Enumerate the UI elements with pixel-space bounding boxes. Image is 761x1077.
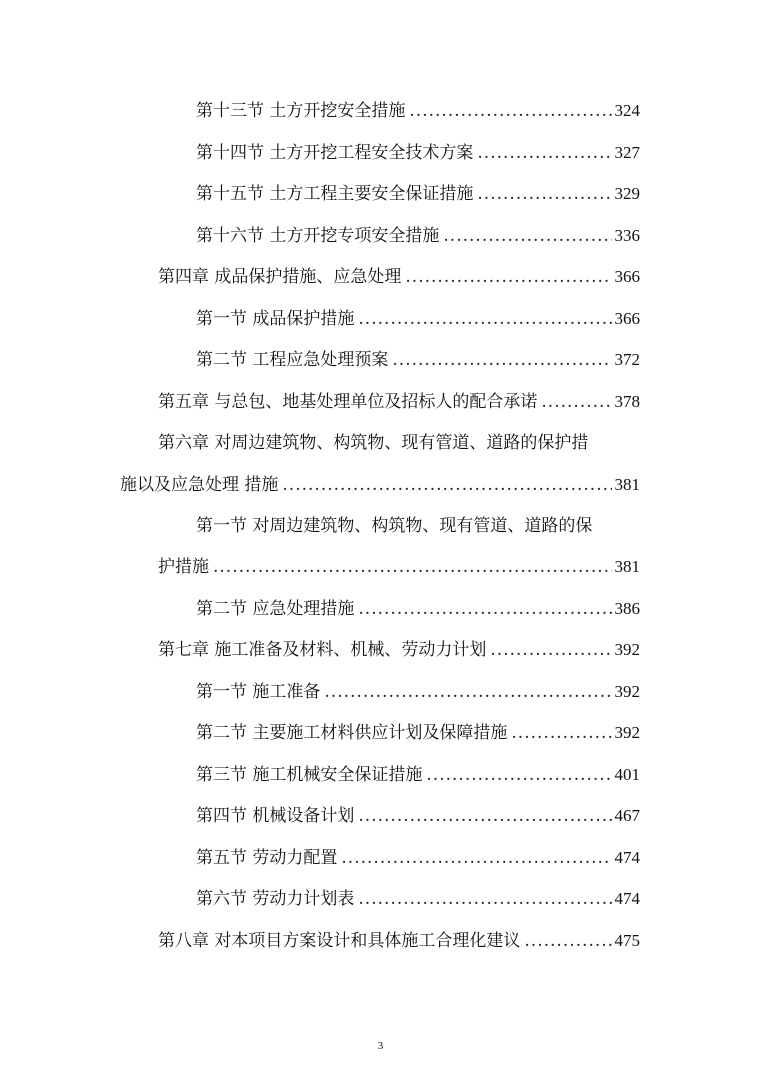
toc-entry-title: 第十三节 土方开挖安全措施 <box>196 101 406 121</box>
toc-entry-title: 护措施 <box>158 557 209 577</box>
toc-leader-dots <box>358 805 611 827</box>
toc-leader-dots <box>358 888 611 910</box>
toc-entry-title: 第七章 施工准备及材料、机械、劳动力计划 <box>158 640 487 660</box>
toc-leader-dots <box>541 391 611 413</box>
toc-entry[interactable] <box>158 552 640 578</box>
toc-leader-dots <box>490 639 611 661</box>
toc-leader-dots <box>405 266 611 288</box>
toc-entry-page: 324 <box>614 101 640 120</box>
toc-entry-page: 392 <box>614 682 640 701</box>
toc-leader-dots <box>341 847 611 869</box>
toc-entry-page: 381 <box>614 557 640 576</box>
toc-entry-title-line1[interactable]: 第六章 对周边建筑物、构筑物、现有管道、道路的保护措 <box>158 433 589 453</box>
toc-entry-page: 392 <box>614 640 640 659</box>
toc-leader-dots <box>477 142 611 164</box>
toc-leader-dots <box>358 598 611 620</box>
toc-entry[interactable] <box>196 179 640 205</box>
toc-entry[interactable] <box>196 594 640 620</box>
toc-entry-page: 401 <box>614 765 640 784</box>
toc-entry-page: 474 <box>614 889 640 908</box>
toc-leader-dots <box>324 681 611 703</box>
toc-entry[interactable] <box>120 470 640 496</box>
toc-entry-title: 第二节 主要施工材料供应计划及保障措施 <box>196 723 508 743</box>
toc-leader-dots <box>392 349 611 371</box>
toc-entry-title: 第一节 成品保护措施 <box>196 309 355 329</box>
page-number: 3 <box>377 1040 384 1052</box>
toc-entry-page: 336 <box>614 226 640 245</box>
toc-leader-dots <box>409 100 611 122</box>
toc-entry[interactable] <box>196 801 640 827</box>
toc-entry-page: 392 <box>614 723 640 742</box>
toc-entry[interactable] <box>158 387 640 413</box>
toc-entry[interactable] <box>196 843 640 869</box>
toc-entry-page: 475 <box>614 931 640 950</box>
toc-entry-title: 第十四节 土方开挖工程安全技术方案 <box>196 143 474 163</box>
toc-entry-title: 第五章 与总包、地基处理单位及招标人的配合承诺 <box>158 392 538 412</box>
toc-entry[interactable] <box>196 718 640 744</box>
toc-entry-title-line1[interactable]: 第一节 对周边建筑物、构筑物、现有管道、道路的保 <box>196 516 593 536</box>
toc-entry-page: 327 <box>614 143 640 162</box>
toc-entry[interactable] <box>196 96 640 122</box>
toc-entry[interactable] <box>158 926 640 952</box>
toc-entry[interactable] <box>196 138 640 164</box>
toc-leader-dots <box>511 722 611 744</box>
toc-leader-dots <box>477 183 611 205</box>
toc-entry-title: 第四章 成品保护措施、应急处理 <box>158 267 402 287</box>
toc-entry-title: 第二节 应急处理措施 <box>196 599 355 619</box>
toc-entry[interactable] <box>196 345 640 371</box>
toc-entry-title: 第十五节 土方工程主要安全保证措施 <box>196 184 474 204</box>
toc-entry-page: 467 <box>614 806 640 825</box>
toc-leader-dots <box>213 556 612 578</box>
toc-entry[interactable] <box>158 262 640 288</box>
toc-leader-dots <box>282 474 611 496</box>
toc-entry-page: 366 <box>614 309 640 328</box>
toc-entry-page: 378 <box>614 392 640 411</box>
toc-entry[interactable] <box>196 884 640 910</box>
toc-leader-dots <box>426 764 611 786</box>
toc-entry-page: 381 <box>614 475 640 494</box>
toc-entry-page: 366 <box>614 267 640 286</box>
toc-leader-dots <box>443 225 611 247</box>
toc-entry[interactable] <box>158 635 640 661</box>
toc-entry[interactable] <box>196 760 640 786</box>
toc-entry-title: 施以及应急处理 措施 <box>120 475 279 495</box>
toc-leader-dots <box>358 308 611 330</box>
toc-entry[interactable] <box>196 304 640 330</box>
toc-entry-title: 第十六节 土方开挖专项安全措施 <box>196 226 440 246</box>
toc-entry-page: 372 <box>614 350 640 369</box>
toc-entry-title: 第三节 施工机械安全保证措施 <box>196 765 423 785</box>
toc-entry-title: 第四节 机械设备计划 <box>196 806 355 826</box>
toc-entry-page: 386 <box>614 599 640 618</box>
toc-entry[interactable] <box>196 677 640 703</box>
toc-leader-dots <box>524 930 611 952</box>
toc-entry-page: 329 <box>614 184 640 203</box>
toc-entry-title: 第五节 劳动力配置 <box>196 848 338 868</box>
toc-entry-page: 474 <box>614 848 640 867</box>
toc-entry-title: 第一节 施工准备 <box>196 682 321 702</box>
toc-entry-title: 第二节 工程应急处理预案 <box>196 350 389 370</box>
toc-entry[interactable] <box>196 221 640 247</box>
toc-entry-title: 第六节 劳动力计划表 <box>196 889 355 909</box>
toc-entry-title: 第八章 对本项目方案设计和具体施工合理化建议 <box>158 931 521 951</box>
